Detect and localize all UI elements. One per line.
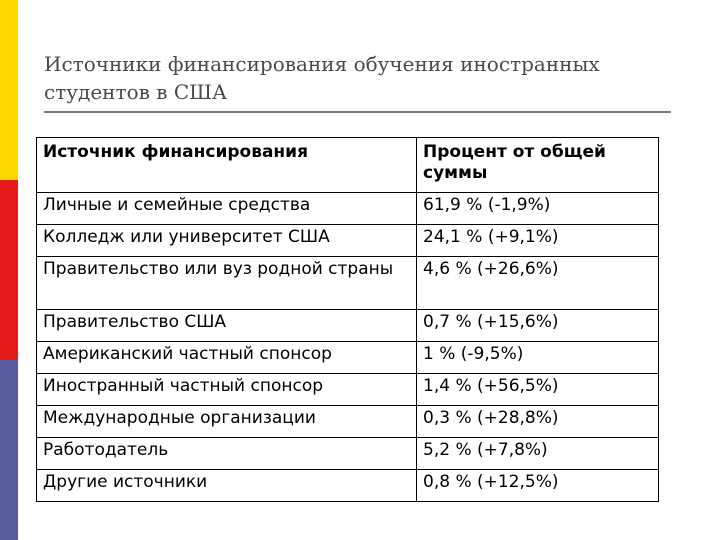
funding-sources-table [36, 137, 659, 502]
table-header-row [37, 138, 659, 193]
source-cell: Другие источники [37, 470, 417, 502]
source-cell: Международные организации [37, 406, 417, 438]
source-cell: Работодатель [37, 438, 417, 470]
accent-bar-yellow [0, 0, 18, 180]
percent-cell: 61,9 % (-1,9%) [417, 193, 659, 225]
table-row [37, 438, 659, 470]
source-cell: Личные и семейные средства [37, 193, 417, 225]
percent-cell: 5,2 % (+7,8%) [417, 438, 659, 470]
source-cell: Иностранный частный спонсор [37, 374, 417, 406]
source-cell: Правительство США [37, 310, 417, 342]
slide-title-line-2: студентов в США [44, 80, 228, 104]
table-row [37, 470, 659, 502]
table-row [37, 310, 659, 342]
slide-title-line-1: Источники финансирования обучения иностранных [44, 52, 600, 76]
accent-bar-blue [0, 360, 18, 540]
percent-cell: 0,7 % (+15,6%) [417, 310, 659, 342]
slide-title [44, 50, 684, 106]
table-row [37, 342, 659, 374]
percent-cell: 1,4 % (+56,5%) [417, 374, 659, 406]
table-row [37, 406, 659, 438]
header-source: Источник финансирования [37, 138, 417, 193]
source-cell: Колледж или университет США [37, 225, 417, 257]
title-divider [44, 111, 671, 113]
table-row [37, 193, 659, 225]
percent-cell: 4,6 % (+26,6%) [417, 257, 659, 310]
accent-bar-red [0, 180, 18, 360]
percent-cell: 24,1 % (+9,1%) [417, 225, 659, 257]
table-row [37, 374, 659, 406]
percent-cell: 0,8 % (+12,5%) [417, 470, 659, 502]
percent-cell: 1 % (-9,5%) [417, 342, 659, 374]
header-percent: Процент от общей суммы [417, 138, 659, 193]
source-cell: Правительство или вуз родной страны [37, 257, 417, 310]
source-cell: Американский частный спонсор [37, 342, 417, 374]
table-row [37, 257, 659, 310]
percent-cell: 0,3 % (+28,8%) [417, 406, 659, 438]
table-row [37, 225, 659, 257]
